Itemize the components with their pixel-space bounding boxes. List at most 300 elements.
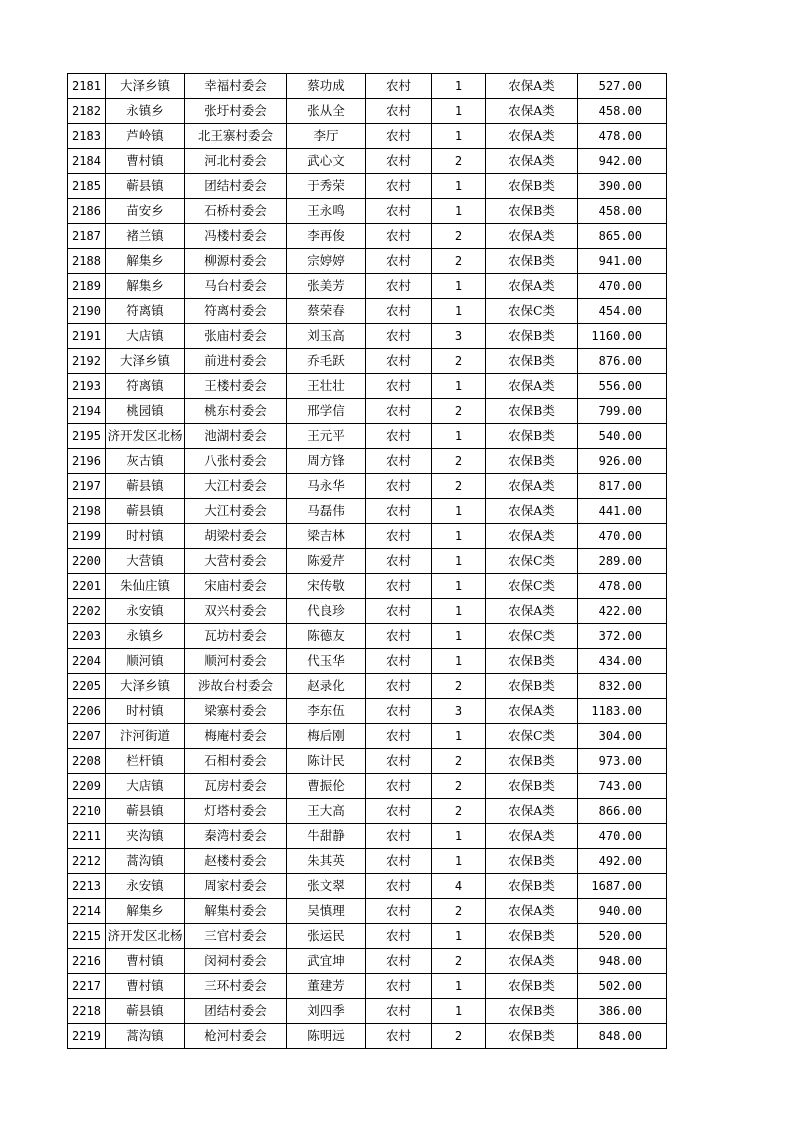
area-type-cell: 农村 — [366, 649, 432, 674]
area-type-cell: 农村 — [366, 799, 432, 824]
amount-cell: 502.00 — [578, 974, 667, 999]
area-type-cell: 农村 — [366, 299, 432, 324]
amount-cell: 422.00 — [578, 599, 667, 624]
insurance-category-cell: 农保C类 — [486, 299, 578, 324]
amount-cell: 441.00 — [578, 499, 667, 524]
insurance-category-cell: 农保B类 — [486, 199, 578, 224]
table-row — [68, 649, 667, 674]
amount-cell: 948.00 — [578, 949, 667, 974]
village-committee-cell: 大江村委会 — [185, 499, 287, 524]
household-count-cell: 1 — [432, 974, 486, 999]
area-type-cell: 农村 — [366, 424, 432, 449]
household-count-cell: 2 — [432, 474, 486, 499]
village-committee-cell: 顺河村委会 — [185, 649, 287, 674]
row-number-cell: 2197 — [68, 474, 106, 499]
table-row — [68, 474, 667, 499]
amount-cell: 848.00 — [578, 1024, 667, 1049]
table-row — [68, 424, 667, 449]
person-name-cell: 赵录化 — [287, 674, 366, 699]
table-row — [68, 549, 667, 574]
person-name-cell: 武心文 — [287, 149, 366, 174]
town-cell: 蒿沟镇 — [106, 849, 185, 874]
table-row — [68, 949, 667, 974]
town-cell: 济开发区北杨 — [106, 424, 185, 449]
village-committee-cell: 周家村委会 — [185, 874, 287, 899]
amount-cell: 556.00 — [578, 374, 667, 399]
household-count-cell: 1 — [432, 999, 486, 1024]
town-cell: 蕲县镇 — [106, 999, 185, 1024]
row-number-cell: 2210 — [68, 799, 106, 824]
household-count-cell: 2 — [432, 149, 486, 174]
row-number-cell: 2183 — [68, 124, 106, 149]
area-type-cell: 农村 — [366, 74, 432, 99]
insurance-category-cell: 农保B类 — [486, 874, 578, 899]
insurance-category-cell: 农保A类 — [486, 374, 578, 399]
person-name-cell: 王壮壮 — [287, 374, 366, 399]
area-type-cell: 农村 — [366, 224, 432, 249]
person-name-cell: 王大高 — [287, 799, 366, 824]
town-cell: 桃园镇 — [106, 399, 185, 424]
row-number-cell: 2211 — [68, 824, 106, 849]
row-number-cell: 2187 — [68, 224, 106, 249]
person-name-cell: 吴慎理 — [287, 899, 366, 924]
table-row — [68, 224, 667, 249]
row-number-cell: 2194 — [68, 399, 106, 424]
insurance-category-cell: 农保A类 — [486, 524, 578, 549]
town-cell: 解集乡 — [106, 899, 185, 924]
row-number-cell: 2181 — [68, 74, 106, 99]
person-name-cell: 刘四季 — [287, 999, 366, 1024]
person-name-cell: 张文翠 — [287, 874, 366, 899]
town-cell: 解集乡 — [106, 249, 185, 274]
amount-cell: 1183.00 — [578, 699, 667, 724]
area-type-cell: 农村 — [366, 949, 432, 974]
person-name-cell: 宋传敬 — [287, 574, 366, 599]
town-cell: 永镇乡 — [106, 624, 185, 649]
row-number-cell: 2216 — [68, 949, 106, 974]
village-committee-cell: 秦湾村委会 — [185, 824, 287, 849]
town-cell: 大泽乡镇 — [106, 74, 185, 99]
row-number-cell: 2206 — [68, 699, 106, 724]
person-name-cell: 陈德友 — [287, 624, 366, 649]
town-cell: 夹沟镇 — [106, 824, 185, 849]
table-body — [68, 74, 667, 1049]
town-cell: 时村镇 — [106, 524, 185, 549]
insurance-category-cell: 农保B类 — [486, 324, 578, 349]
insurance-category-cell: 农保B类 — [486, 924, 578, 949]
village-committee-cell: 梁寨村委会 — [185, 699, 287, 724]
insurance-category-cell: 农保B类 — [486, 999, 578, 1024]
amount-cell: 540.00 — [578, 424, 667, 449]
table-row — [68, 149, 667, 174]
area-type-cell: 农村 — [366, 999, 432, 1024]
village-committee-cell: 符离村委会 — [185, 299, 287, 324]
amount-cell: 470.00 — [578, 274, 667, 299]
village-committee-cell: 前进村委会 — [185, 349, 287, 374]
area-type-cell: 农村 — [366, 149, 432, 174]
town-cell: 永安镇 — [106, 874, 185, 899]
household-count-cell: 1 — [432, 274, 486, 299]
area-type-cell: 农村 — [366, 699, 432, 724]
area-type-cell: 农村 — [366, 824, 432, 849]
insurance-category-cell: 农保B类 — [486, 774, 578, 799]
town-cell: 时村镇 — [106, 699, 185, 724]
row-number-cell: 2207 — [68, 724, 106, 749]
row-number-cell: 2184 — [68, 149, 106, 174]
person-name-cell: 刘玉高 — [287, 324, 366, 349]
person-name-cell: 王元平 — [287, 424, 366, 449]
insurance-category-cell: 农保A类 — [486, 699, 578, 724]
area-type-cell: 农村 — [366, 274, 432, 299]
table-row — [68, 849, 667, 874]
town-cell: 永安镇 — [106, 599, 185, 624]
row-number-cell: 2185 — [68, 174, 106, 199]
table-row — [68, 674, 667, 699]
town-cell: 曹村镇 — [106, 949, 185, 974]
village-committee-cell: 马台村委会 — [185, 274, 287, 299]
household-count-cell: 1 — [432, 824, 486, 849]
table-row — [68, 524, 667, 549]
area-type-cell: 农村 — [366, 899, 432, 924]
row-number-cell: 2199 — [68, 524, 106, 549]
person-name-cell: 李厅 — [287, 124, 366, 149]
area-type-cell: 农村 — [366, 574, 432, 599]
village-committee-cell: 冯楼村委会 — [185, 224, 287, 249]
row-number-cell: 2213 — [68, 874, 106, 899]
town-cell: 褚兰镇 — [106, 224, 185, 249]
insurance-category-cell: 农保B类 — [486, 399, 578, 424]
village-committee-cell: 北王寨村委会 — [185, 124, 287, 149]
area-type-cell: 农村 — [366, 374, 432, 399]
row-number-cell: 2196 — [68, 449, 106, 474]
village-committee-cell: 池湖村委会 — [185, 424, 287, 449]
village-committee-cell: 大营村委会 — [185, 549, 287, 574]
row-number-cell: 2219 — [68, 1024, 106, 1049]
table-row — [68, 824, 667, 849]
household-count-cell: 2 — [432, 249, 486, 274]
household-count-cell: 3 — [432, 324, 486, 349]
town-cell: 曹村镇 — [106, 149, 185, 174]
town-cell: 蒿沟镇 — [106, 1024, 185, 1049]
amount-cell: 876.00 — [578, 349, 667, 374]
table-row — [68, 299, 667, 324]
person-name-cell: 陈明远 — [287, 1024, 366, 1049]
amount-cell: 390.00 — [578, 174, 667, 199]
insurance-category-cell: 农保A类 — [486, 949, 578, 974]
insurance-category-cell: 农保C类 — [486, 574, 578, 599]
person-name-cell: 梁吉林 — [287, 524, 366, 549]
insurance-category-cell: 农保B类 — [486, 449, 578, 474]
household-count-cell: 1 — [432, 374, 486, 399]
area-type-cell: 农村 — [366, 249, 432, 274]
area-type-cell: 农村 — [366, 724, 432, 749]
household-count-cell: 1 — [432, 299, 486, 324]
records-table — [67, 73, 667, 1049]
insurance-category-cell: 农保B类 — [486, 649, 578, 674]
row-number-cell: 2195 — [68, 424, 106, 449]
town-cell: 符离镇 — [106, 374, 185, 399]
household-count-cell: 2 — [432, 399, 486, 424]
table-row — [68, 749, 667, 774]
insurance-category-cell: 农保B类 — [486, 174, 578, 199]
village-committee-cell: 闵祠村委会 — [185, 949, 287, 974]
household-count-cell: 4 — [432, 874, 486, 899]
person-name-cell: 张运民 — [287, 924, 366, 949]
village-committee-cell: 梅庵村委会 — [185, 724, 287, 749]
amount-cell: 1687.00 — [578, 874, 667, 899]
area-type-cell: 农村 — [366, 549, 432, 574]
village-committee-cell: 石桥村委会 — [185, 199, 287, 224]
table-row — [68, 999, 667, 1024]
row-number-cell: 2201 — [68, 574, 106, 599]
area-type-cell: 农村 — [366, 124, 432, 149]
insurance-category-cell: 农保A类 — [486, 824, 578, 849]
village-committee-cell: 瓦坊村委会 — [185, 624, 287, 649]
amount-cell: 817.00 — [578, 474, 667, 499]
table-row — [68, 699, 667, 724]
town-cell: 蕲县镇 — [106, 499, 185, 524]
table-row — [68, 274, 667, 299]
row-number-cell: 2190 — [68, 299, 106, 324]
household-count-cell: 2 — [432, 674, 486, 699]
area-type-cell: 农村 — [366, 749, 432, 774]
row-number-cell: 2209 — [68, 774, 106, 799]
village-committee-cell: 瓦房村委会 — [185, 774, 287, 799]
row-number-cell: 2188 — [68, 249, 106, 274]
table-row — [68, 124, 667, 149]
town-cell: 顺河镇 — [106, 649, 185, 674]
town-cell: 蕲县镇 — [106, 799, 185, 824]
table-row — [68, 574, 667, 599]
amount-cell: 1160.00 — [578, 324, 667, 349]
household-count-cell: 1 — [432, 524, 486, 549]
village-committee-cell: 灯塔村委会 — [185, 799, 287, 824]
insurance-category-cell: 农保B类 — [486, 974, 578, 999]
household-count-cell: 1 — [432, 599, 486, 624]
table-row — [68, 724, 667, 749]
person-name-cell: 宗婷婷 — [287, 249, 366, 274]
town-cell: 大营镇 — [106, 549, 185, 574]
town-cell: 蕲县镇 — [106, 174, 185, 199]
row-number-cell: 2198 — [68, 499, 106, 524]
person-name-cell: 蔡荣春 — [287, 299, 366, 324]
insurance-category-cell: 农保A类 — [486, 99, 578, 124]
insurance-category-cell: 农保B类 — [486, 674, 578, 699]
household-count-cell: 2 — [432, 349, 486, 374]
town-cell: 大泽乡镇 — [106, 674, 185, 699]
row-number-cell: 2186 — [68, 199, 106, 224]
household-count-cell: 1 — [432, 199, 486, 224]
village-committee-cell: 胡梁村委会 — [185, 524, 287, 549]
insurance-category-cell: 农保B类 — [486, 424, 578, 449]
household-count-cell: 1 — [432, 849, 486, 874]
town-cell: 栏杆镇 — [106, 749, 185, 774]
insurance-category-cell: 农保C类 — [486, 549, 578, 574]
village-committee-cell: 赵楼村委会 — [185, 849, 287, 874]
row-number-cell: 2205 — [68, 674, 106, 699]
person-name-cell: 陈计民 — [287, 749, 366, 774]
person-name-cell: 朱其英 — [287, 849, 366, 874]
area-type-cell: 农村 — [366, 199, 432, 224]
village-committee-cell: 团结村委会 — [185, 174, 287, 199]
household-count-cell: 2 — [432, 949, 486, 974]
village-committee-cell: 桃东村委会 — [185, 399, 287, 424]
amount-cell: 743.00 — [578, 774, 667, 799]
insurance-category-cell: 农保B类 — [486, 849, 578, 874]
area-type-cell: 农村 — [366, 1024, 432, 1049]
insurance-category-cell: 农保B类 — [486, 749, 578, 774]
amount-cell: 520.00 — [578, 924, 667, 949]
row-number-cell: 2215 — [68, 924, 106, 949]
table-row — [68, 174, 667, 199]
insurance-category-cell: 农保A类 — [486, 599, 578, 624]
area-type-cell: 农村 — [366, 449, 432, 474]
village-committee-cell: 八张村委会 — [185, 449, 287, 474]
amount-cell: 372.00 — [578, 624, 667, 649]
insurance-category-cell: 农保B类 — [486, 1024, 578, 1049]
area-type-cell: 农村 — [366, 399, 432, 424]
insurance-category-cell: 农保A类 — [486, 499, 578, 524]
amount-cell: 470.00 — [578, 824, 667, 849]
village-committee-cell: 解集村委会 — [185, 899, 287, 924]
amount-cell: 940.00 — [578, 899, 667, 924]
village-committee-cell: 幸福村委会 — [185, 74, 287, 99]
amount-cell: 492.00 — [578, 849, 667, 874]
table-row — [68, 249, 667, 274]
area-type-cell: 农村 — [366, 499, 432, 524]
household-count-cell: 2 — [432, 899, 486, 924]
village-committee-cell: 河北村委会 — [185, 149, 287, 174]
insurance-category-cell: 农保A类 — [486, 474, 578, 499]
table-row — [68, 599, 667, 624]
row-number-cell: 2208 — [68, 749, 106, 774]
village-committee-cell: 张圩村委会 — [185, 99, 287, 124]
area-type-cell: 农村 — [366, 474, 432, 499]
person-name-cell: 代良珍 — [287, 599, 366, 624]
table-row — [68, 924, 667, 949]
household-count-cell: 2 — [432, 799, 486, 824]
household-count-cell: 2 — [432, 449, 486, 474]
person-name-cell: 王永鸣 — [287, 199, 366, 224]
insurance-category-cell: 农保A类 — [486, 799, 578, 824]
insurance-category-cell: 农保A类 — [486, 899, 578, 924]
town-cell: 大店镇 — [106, 774, 185, 799]
table-row — [68, 499, 667, 524]
insurance-category-cell: 农保B类 — [486, 349, 578, 374]
household-count-cell: 1 — [432, 574, 486, 599]
amount-cell: 926.00 — [578, 449, 667, 474]
village-committee-cell: 大江村委会 — [185, 474, 287, 499]
person-name-cell: 曹振伦 — [287, 774, 366, 799]
village-committee-cell: 团结村委会 — [185, 999, 287, 1024]
table-row — [68, 74, 667, 99]
table-row — [68, 974, 667, 999]
amount-cell: 865.00 — [578, 224, 667, 249]
amount-cell: 470.00 — [578, 524, 667, 549]
person-name-cell: 马永华 — [287, 474, 366, 499]
amount-cell: 941.00 — [578, 249, 667, 274]
village-committee-cell: 柳源村委会 — [185, 249, 287, 274]
table-row — [68, 774, 667, 799]
amount-cell: 386.00 — [578, 999, 667, 1024]
household-count-cell: 2 — [432, 774, 486, 799]
person-name-cell: 蔡功成 — [287, 74, 366, 99]
insurance-category-cell: 农保A类 — [486, 74, 578, 99]
village-committee-cell: 枪河村委会 — [185, 1024, 287, 1049]
row-number-cell: 2191 — [68, 324, 106, 349]
household-count-cell: 1 — [432, 499, 486, 524]
amount-cell: 942.00 — [578, 149, 667, 174]
row-number-cell: 2204 — [68, 649, 106, 674]
town-cell: 汴河街道 — [106, 724, 185, 749]
person-name-cell: 于秀荣 — [287, 174, 366, 199]
table-row — [68, 799, 667, 824]
table-row — [68, 899, 667, 924]
household-count-cell: 1 — [432, 924, 486, 949]
person-name-cell: 周方锋 — [287, 449, 366, 474]
household-count-cell: 1 — [432, 74, 486, 99]
town-cell: 苗安乡 — [106, 199, 185, 224]
table-row — [68, 349, 667, 374]
area-type-cell: 农村 — [366, 624, 432, 649]
town-cell: 芦岭镇 — [106, 124, 185, 149]
village-committee-cell: 张庙村委会 — [185, 324, 287, 349]
person-name-cell: 张从全 — [287, 99, 366, 124]
household-count-cell: 3 — [432, 699, 486, 724]
town-cell: 灰古镇 — [106, 449, 185, 474]
amount-cell: 799.00 — [578, 399, 667, 424]
area-type-cell: 农村 — [366, 974, 432, 999]
row-number-cell: 2217 — [68, 974, 106, 999]
village-committee-cell: 三环村委会 — [185, 974, 287, 999]
household-count-cell: 2 — [432, 224, 486, 249]
amount-cell: 458.00 — [578, 199, 667, 224]
town-cell: 济开发区北杨 — [106, 924, 185, 949]
household-count-cell: 1 — [432, 124, 486, 149]
area-type-cell: 农村 — [366, 174, 432, 199]
row-number-cell: 2193 — [68, 374, 106, 399]
amount-cell: 527.00 — [578, 74, 667, 99]
table-row — [68, 624, 667, 649]
village-committee-cell: 石相村委会 — [185, 749, 287, 774]
amount-cell: 866.00 — [578, 799, 667, 824]
table-row — [68, 199, 667, 224]
person-name-cell: 乔毛跃 — [287, 349, 366, 374]
insurance-category-cell: 农保A类 — [486, 224, 578, 249]
insurance-category-cell: 农保C类 — [486, 624, 578, 649]
household-count-cell: 2 — [432, 749, 486, 774]
amount-cell: 478.00 — [578, 124, 667, 149]
area-type-cell: 农村 — [366, 924, 432, 949]
town-cell: 蕲县镇 — [106, 474, 185, 499]
household-count-cell: 1 — [432, 724, 486, 749]
area-type-cell: 农村 — [366, 874, 432, 899]
row-number-cell: 2189 — [68, 274, 106, 299]
town-cell: 朱仙庄镇 — [106, 574, 185, 599]
person-name-cell: 李再俊 — [287, 224, 366, 249]
row-number-cell: 2212 — [68, 849, 106, 874]
insurance-category-cell: 农保A类 — [486, 124, 578, 149]
household-count-cell: 2 — [432, 1024, 486, 1049]
person-name-cell: 董建芳 — [287, 974, 366, 999]
town-cell: 永镇乡 — [106, 99, 185, 124]
area-type-cell: 农村 — [366, 599, 432, 624]
person-name-cell: 张美芳 — [287, 274, 366, 299]
person-name-cell: 邢学信 — [287, 399, 366, 424]
household-count-cell: 1 — [432, 174, 486, 199]
village-committee-cell: 双兴村委会 — [185, 599, 287, 624]
household-count-cell: 1 — [432, 99, 486, 124]
